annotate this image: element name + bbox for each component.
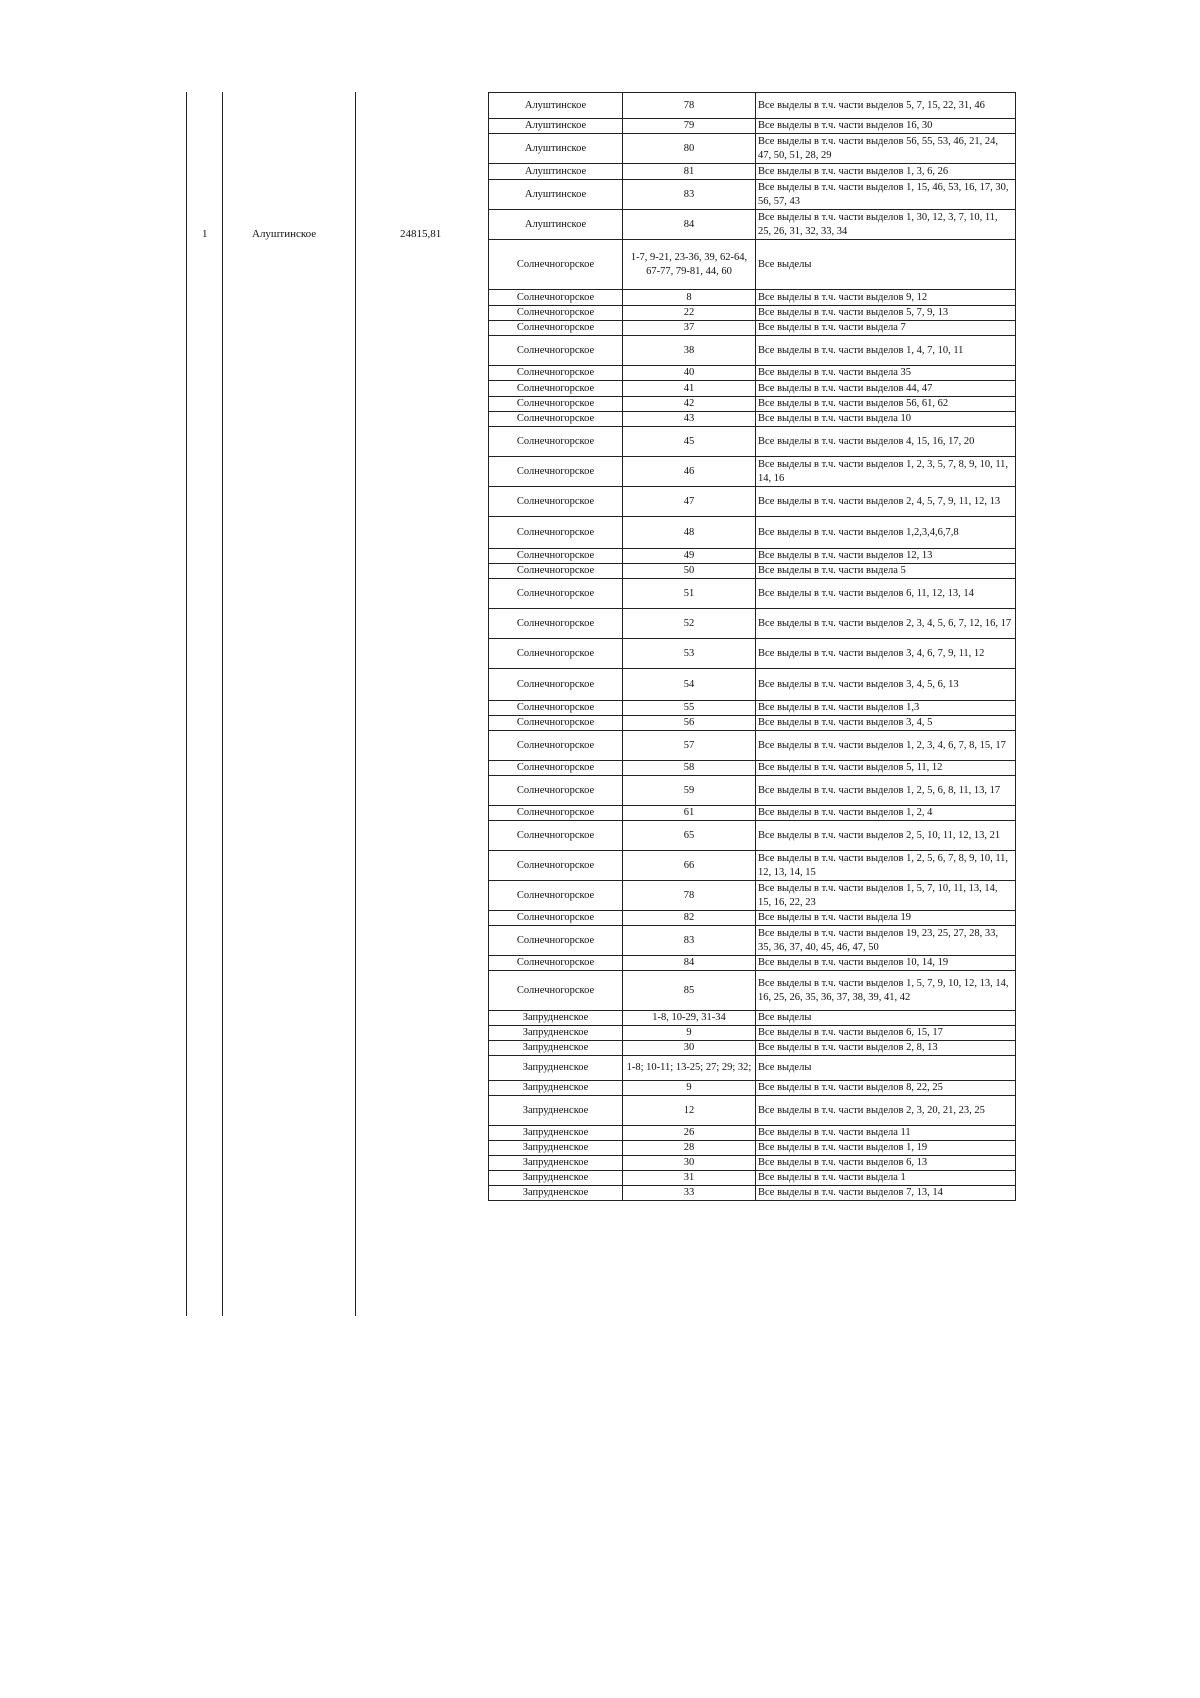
quarter-cell: 48 xyxy=(623,517,756,549)
table-row xyxy=(489,517,1016,549)
district-cell: Солнечногорское xyxy=(489,956,623,971)
sites-cell: Все выделы в т.ч. части выделов 1, 3, 6, 26 xyxy=(756,164,1016,180)
quarter-cell: 56 xyxy=(623,716,756,731)
district-cell: Алуштинское xyxy=(489,93,623,119)
quarter-cell: 49 xyxy=(623,549,756,564)
sites-cell: Все выделы в т.ч. части выделов 6, 13 xyxy=(756,1156,1016,1171)
table-row xyxy=(489,336,1016,366)
district-cell: Солнечногорское xyxy=(489,851,623,881)
sites-cell: Все выделы в т.ч. части выделов 6, 11, 12, 13, 14 xyxy=(756,579,1016,609)
sites-cell: Все выделы в т.ч. части выделов 1, 2, 5, 6, 8, 11, 13, 17 xyxy=(756,776,1016,806)
table-row xyxy=(489,851,1016,881)
table-row xyxy=(489,240,1016,290)
sites-cell: Все выделы в т.ч. части выделов 12, 13 xyxy=(756,549,1016,564)
sites-cell: Все выделы в т.ч. части выделов 7, 13, 14 xyxy=(756,1186,1016,1201)
table-row xyxy=(489,93,1016,119)
table-row xyxy=(489,1126,1016,1141)
sites-cell: Все выделы в т.ч. части выделов 16, 30 xyxy=(756,119,1016,134)
table-row xyxy=(489,1156,1016,1171)
table-row xyxy=(489,669,1016,701)
table-row xyxy=(489,1141,1016,1156)
forestry-name: Алуштинское xyxy=(252,228,317,240)
district-cell: Солнечногорское xyxy=(489,579,623,609)
district-cell: Запрудненское xyxy=(489,1141,623,1156)
district-cell: Солнечногорское xyxy=(489,609,623,639)
table-row xyxy=(489,821,1016,851)
quarter-cell: 59 xyxy=(623,776,756,806)
sites-cell: Все выделы в т.ч. части выделов 1, 30, 12, 3, 7, 10, 11, 25, 26, 31, 32, 33, 34 xyxy=(756,210,1016,240)
table-row xyxy=(489,1041,1016,1056)
quarter-cell: 45 xyxy=(623,427,756,457)
quarter-cell: 30 xyxy=(623,1041,756,1056)
sites-cell: Все выделы в т.ч. части выделов 2, 3, 4, 5, 6, 7, 12, 16, 17 xyxy=(756,609,1016,639)
table-row xyxy=(489,210,1016,240)
sites-cell: Все выделы в т.ч. части выделов 1, 19 xyxy=(756,1141,1016,1156)
quarter-cell: 1-8; 10-11; 13-25; 27; 29; 32; xyxy=(623,1056,756,1081)
district-cell: Солнечногорское xyxy=(489,427,623,457)
table-row xyxy=(489,457,1016,487)
table-row xyxy=(489,1056,1016,1081)
sites-cell: Все выделы в т.ч. части выделов 5, 7, 15, 22, 31, 46 xyxy=(756,93,1016,119)
district-cell: Солнечногорское xyxy=(489,240,623,290)
table-row xyxy=(489,164,1016,180)
quarter-cell: 46 xyxy=(623,457,756,487)
table-row xyxy=(489,956,1016,971)
sites-cell: Все выделы в т.ч. части выделов 8, 22, 25 xyxy=(756,1081,1016,1096)
quarter-cell: 9 xyxy=(623,1081,756,1096)
table-row xyxy=(489,716,1016,731)
district-cell: Запрудненское xyxy=(489,1156,623,1171)
district-cell: Солнечногорское xyxy=(489,701,623,716)
table-row xyxy=(489,549,1016,564)
district-cell: Алуштинское xyxy=(489,210,623,240)
quarter-cell: 53 xyxy=(623,639,756,669)
district-cell: Запрудненское xyxy=(489,1011,623,1026)
district-cell: Солнечногорское xyxy=(489,412,623,427)
sites-cell: Все выделы в т.ч. части выделов 1, 2, 5, 6, 7, 8, 9, 10, 11, 12, 13, 14, 15 xyxy=(756,851,1016,881)
table-row xyxy=(489,1011,1016,1026)
table-row xyxy=(489,1081,1016,1096)
sites-cell: Все выделы в т.ч. части выделов 1, 4, 7, 10, 11 xyxy=(756,336,1016,366)
district-cell: Алуштинское xyxy=(489,119,623,134)
forestry-area: 24815,81 xyxy=(400,228,442,240)
table-row xyxy=(489,134,1016,164)
sites-cell: Все выделы в т.ч. части выделов 56, 61, 62 xyxy=(756,397,1016,412)
quarter-cell: 42 xyxy=(623,397,756,412)
sites-cell: Все выделы в т.ч. части выделов 9, 12 xyxy=(756,290,1016,306)
sites-cell: Все выделы xyxy=(756,240,1016,290)
sites-cell: Все выделы в т.ч. части выдела 7 xyxy=(756,321,1016,336)
sites-cell: Все выделы в т.ч. части выделов 1, 5, 7, 9, 10, 12, 13, 14, 16, 25, 26, 35, 36, 37, 38, 39, 41, 42 xyxy=(756,971,1016,1011)
quarter-cell: 54 xyxy=(623,669,756,701)
sites-cell: Все выделы в т.ч. части выделов 19, 23, 25, 27, 28, 33, 35, 36, 37, 40, 45, 46, 47, 50 xyxy=(756,926,1016,956)
district-cell: Солнечногорское xyxy=(489,549,623,564)
table-row xyxy=(489,926,1016,956)
sites-cell: Все выделы в т.ч. части выдела 11 xyxy=(756,1126,1016,1141)
sites-cell: Все выделы в т.ч. части выделов 1, 2, 3, 4, 6, 7, 8, 15, 17 xyxy=(756,731,1016,761)
table-body xyxy=(489,93,1016,1201)
row-number: 1 xyxy=(202,228,208,240)
sites-cell: Все выделы в т.ч. части выделов 10, 14, 19 xyxy=(756,956,1016,971)
column-rule-3 xyxy=(355,92,356,1316)
table-row xyxy=(489,609,1016,639)
district-cell: Солнечногорское xyxy=(489,761,623,776)
district-cell: Солнечногорское xyxy=(489,776,623,806)
district-cell: Солнечногорское xyxy=(489,806,623,821)
table-row xyxy=(489,397,1016,412)
table-row xyxy=(489,776,1016,806)
quarter-cell: 31 xyxy=(623,1171,756,1186)
district-cell: Солнечногорское xyxy=(489,306,623,321)
district-cell: Солнечногорское xyxy=(489,926,623,956)
district-cell: Солнечногорское xyxy=(489,321,623,336)
quarter-cell: 51 xyxy=(623,579,756,609)
quarter-cell: 79 xyxy=(623,119,756,134)
quarter-cell: 26 xyxy=(623,1126,756,1141)
table-row xyxy=(489,1186,1016,1201)
table-row xyxy=(489,180,1016,210)
quarter-cell: 78 xyxy=(623,93,756,119)
quarter-cell: 38 xyxy=(623,336,756,366)
district-cell: Запрудненское xyxy=(489,1126,623,1141)
quarter-cell: 43 xyxy=(623,412,756,427)
sites-cell: Все выделы в т.ч. части выделов 3, 4, 5 xyxy=(756,716,1016,731)
sites-cell: Все выделы в т.ч. части выделов 2, 3, 20, 21, 23, 25 xyxy=(756,1096,1016,1126)
quarter-cell: 55 xyxy=(623,701,756,716)
district-cell: Солнечногорское xyxy=(489,716,623,731)
sites-cell: Все выделы в т.ч. части выдела 35 xyxy=(756,366,1016,381)
table-row xyxy=(489,412,1016,427)
quarter-cell: 47 xyxy=(623,487,756,517)
district-cell: Запрудненское xyxy=(489,1096,623,1126)
district-cell: Запрудненское xyxy=(489,1026,623,1041)
district-cell: Алуштинское xyxy=(489,164,623,180)
sites-cell: Все выделы xyxy=(756,1056,1016,1081)
quarter-cell: 37 xyxy=(623,321,756,336)
quarter-cell: 30 xyxy=(623,1156,756,1171)
sites-cell: Все выделы в т.ч. части выделов 1,3 xyxy=(756,701,1016,716)
table-row xyxy=(489,881,1016,911)
quarter-cell: 83 xyxy=(623,926,756,956)
district-cell: Солнечногорское xyxy=(489,821,623,851)
table-row xyxy=(489,806,1016,821)
quarter-cell: 58 xyxy=(623,761,756,776)
sites-cell: Все выделы в т.ч. части выделов 1, 2, 4 xyxy=(756,806,1016,821)
quarter-cell: 9 xyxy=(623,1026,756,1041)
quarter-cell: 84 xyxy=(623,210,756,240)
sites-cell: Все выделы в т.ч. части выделов 4, 15, 16, 17, 20 xyxy=(756,427,1016,457)
district-cell: Солнечногорское xyxy=(489,366,623,381)
sites-cell: Все выделы в т.ч. части выдела 10 xyxy=(756,412,1016,427)
quarter-cell: 50 xyxy=(623,564,756,579)
sites-cell: Все выделы в т.ч. части выдела 1 xyxy=(756,1171,1016,1186)
column-rule-2 xyxy=(222,92,223,1316)
district-cell: Алуштинское xyxy=(489,180,623,210)
table-row xyxy=(489,761,1016,776)
quarter-cell: 66 xyxy=(623,851,756,881)
table-row xyxy=(489,306,1016,321)
quarter-cell: 28 xyxy=(623,1141,756,1156)
sites-cell: Все выделы в т.ч. части выделов 2, 8, 13 xyxy=(756,1041,1016,1056)
district-cell: Солнечногорское xyxy=(489,336,623,366)
district-cell: Солнечногорское xyxy=(489,669,623,701)
district-cell: Солнечногорское xyxy=(489,290,623,306)
sites-cell: Все выделы в т.ч. части выделов 44, 47 xyxy=(756,381,1016,397)
quarter-cell: 40 xyxy=(623,366,756,381)
quarter-cell: 33 xyxy=(623,1186,756,1201)
column-rule-1 xyxy=(186,92,187,1316)
district-cell: Запрудненское xyxy=(489,1056,623,1081)
table-row xyxy=(489,366,1016,381)
district-cell: Солнечногорское xyxy=(489,397,623,412)
sites-cell: Все выделы в т.ч. части выделов 3, 4, 6, 7, 9, 11, 12 xyxy=(756,639,1016,669)
district-cell: Солнечногорское xyxy=(489,517,623,549)
quarter-cell: 8 xyxy=(623,290,756,306)
table-row xyxy=(489,321,1016,336)
sites-cell: Все выделы в т.ч. части выделов 1,2,3,4,6,7,8 xyxy=(756,517,1016,549)
sites-cell: Все выделы в т.ч. части выделов 5, 7, 9, 13 xyxy=(756,306,1016,321)
sites-cell: Все выделы в т.ч. части выделов 2, 5, 10, 11, 12, 13, 21 xyxy=(756,821,1016,851)
district-cell: Солнечногорское xyxy=(489,639,623,669)
quarter-cell: 82 xyxy=(623,911,756,926)
sites-cell: Все выделы в т.ч. части выделов 2, 4, 5, 7, 9, 11, 12, 13 xyxy=(756,487,1016,517)
quarter-cell: 57 xyxy=(623,731,756,761)
table-row xyxy=(489,119,1016,134)
table-row xyxy=(489,1096,1016,1126)
district-cell: Запрудненское xyxy=(489,1041,623,1056)
table-row xyxy=(489,1171,1016,1186)
quarter-cell: 78 xyxy=(623,881,756,911)
quarter-cell: 22 xyxy=(623,306,756,321)
sites-cell: Все выделы в т.ч. части выделов 56, 55, 53, 46, 21, 24, 47, 50, 51, 28, 29 xyxy=(756,134,1016,164)
quarter-cell: 61 xyxy=(623,806,756,821)
quarter-cell: 83 xyxy=(623,180,756,210)
district-cell: Солнечногорское xyxy=(489,381,623,397)
forest-sites-table xyxy=(488,92,1016,1201)
sites-cell: Все выделы в т.ч. части выделов 1, 2, 3, 5, 7, 8, 9, 10, 11, 14, 16 xyxy=(756,457,1016,487)
table-row xyxy=(489,971,1016,1011)
quarter-cell: 81 xyxy=(623,164,756,180)
district-cell: Запрудненское xyxy=(489,1081,623,1096)
sites-cell: Все выделы в т.ч. части выделов 1, 15, 46, 53, 16, 17, 30, 56, 57, 43 xyxy=(756,180,1016,210)
quarter-cell: 1-8, 10-29, 31-34 xyxy=(623,1011,756,1026)
quarter-cell: 1-7, 9-21, 23-36, 39, 62-64, 67-77, 79-81, 44, 60 xyxy=(623,240,756,290)
sites-cell: Все выделы в т.ч. части выделов 1, 5, 7, 10, 11, 13, 14, 15, 16, 22, 23 xyxy=(756,881,1016,911)
table-row xyxy=(489,639,1016,669)
quarter-cell: 41 xyxy=(623,381,756,397)
quarter-cell: 52 xyxy=(623,609,756,639)
district-cell: Солнечногорское xyxy=(489,911,623,926)
district-cell: Солнечногорское xyxy=(489,487,623,517)
table-row xyxy=(489,579,1016,609)
sites-cell: Все выделы в т.ч. части выдела 5 xyxy=(756,564,1016,579)
district-cell: Запрудненское xyxy=(489,1171,623,1186)
sites-cell: Все выделы в т.ч. части выдела 19 xyxy=(756,911,1016,926)
quarter-cell: 12 xyxy=(623,1096,756,1126)
sites-cell: Все выделы в т.ч. части выделов 3, 4, 5, 6, 13 xyxy=(756,669,1016,701)
table-row xyxy=(489,564,1016,579)
quarter-cell: 65 xyxy=(623,821,756,851)
quarter-cell: 84 xyxy=(623,956,756,971)
table-row xyxy=(489,1026,1016,1041)
district-cell: Солнечногорское xyxy=(489,731,623,761)
district-cell: Солнечногорское xyxy=(489,564,623,579)
table-row xyxy=(489,701,1016,716)
sites-cell: Все выделы xyxy=(756,1011,1016,1026)
table-row xyxy=(489,427,1016,457)
district-cell: Солнечногорское xyxy=(489,457,623,487)
quarter-cell: 80 xyxy=(623,134,756,164)
district-cell: Солнечногорское xyxy=(489,971,623,1011)
table-row xyxy=(489,381,1016,397)
table-row xyxy=(489,290,1016,306)
district-cell: Запрудненское xyxy=(489,1186,623,1201)
sites-cell: Все выделы в т.ч. части выделов 6, 15, 17 xyxy=(756,1026,1016,1041)
district-cell: Солнечногорское xyxy=(489,881,623,911)
table-row xyxy=(489,731,1016,761)
district-cell: Алуштинское xyxy=(489,134,623,164)
sites-cell: Все выделы в т.ч. части выделов 5, 11, 12 xyxy=(756,761,1016,776)
table-row xyxy=(489,911,1016,926)
table-row xyxy=(489,487,1016,517)
quarter-cell: 85 xyxy=(623,971,756,1011)
